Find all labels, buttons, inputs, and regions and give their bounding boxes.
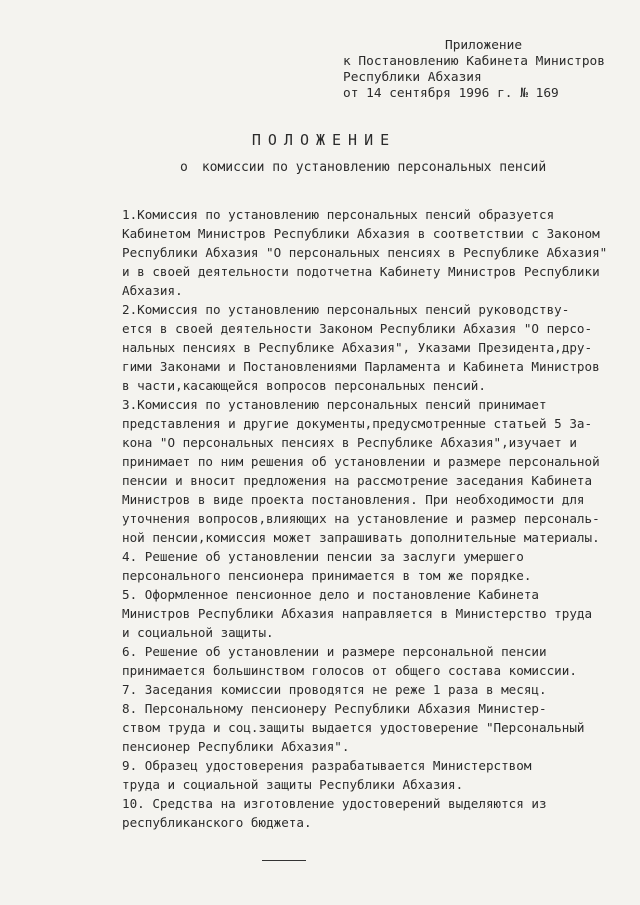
paragraph-3: 3.Комиссия по установлению персональных пенсий принимает представления и другие документы,предусмотренные статьей 5 За- кона "О персональных пенсиях в Республике Абхазия",изучает и принимает по ним решения об установлении и размере персональной пенсии и вносит предложения на рассмотрение заседания Кабинета Министров в виде проекта постановления. При необходимости для уточнения вопросов,влияющих на установление и размер персональ- ной пенсии,комиссия может запрашивать дополнительные материалы. [122,397,600,545]
annex-reference: к Постановлению Кабинета Министров [343,54,605,69]
document-subtitle [180,160,546,175]
paragraph-6: 6. Решение об установлении и размере персональной пенсии принимается большинством голосов от общего состава комиссии. [122,644,577,678]
paragraph-5: 5. Оформленное пенсионное дело и постановление Кабинета Министров Республики Абхазия направляется в Министерство труда и социальной защиты. [122,587,593,640]
paragraph-9: 9. Образец удостоверения разрабатывается Министерством труда и социальной защиты Республики Абхазия. [122,758,532,792]
annex-date: от 14 сентября 1996 г. № 169 [343,86,559,101]
annex-republic: Республики Абхазия [343,70,482,85]
paragraph-7: 7. Заседания комиссии проводятся не реже 1 раза в месяц. [122,682,547,697]
subtitle-preposition: о [180,160,188,175]
paragraph-8: 8. Персональному пенсионеру Республики Абхазия Министер- ством труда и соц.защиты выдается удостоверение "Персональный пенсионер Республики Абхазия". [122,701,585,754]
annex-header [343,38,633,102]
paragraph-10: 10. Средства на изготовление удостоверений выделяются из республиканского бюджета. [122,796,547,830]
paragraph-2: 2.Комиссия по установлению персональных пенсий руководству- ется в своей деятельности Законом Республики Абхазия "О персо- нальных пенсиях в Республике Абхазия", Указами Президента,дру- гими Законами и Постановлениями Парламента и Кабинета Министров в части,касающейся вопросов персональных пенсий. [122,302,600,393]
end-divider [262,860,306,861]
paragraph-4: 4. Решение об установлении пенсии за заслуги умершего персонального пенсионера принимается в том же порядке. [122,549,532,583]
document-title: ПОЛОЖЕНИЕ [251,131,397,149]
annex-label: Приложение [445,38,523,53]
subtitle-text: комиссии по установлению персональных пенсий [201,160,547,175]
document-body [122,205,622,832]
paragraph-1: 1.Комиссия по установлению персональных пенсий образуется Кабинетом Министров Республики Абхазия в соответствии с Законом Республики Абхазия "О персональных пенсиях в Республике Абхазия" и в своей деятельности подотчетна Кабинету Министров Республики Абхазия. [122,207,608,298]
